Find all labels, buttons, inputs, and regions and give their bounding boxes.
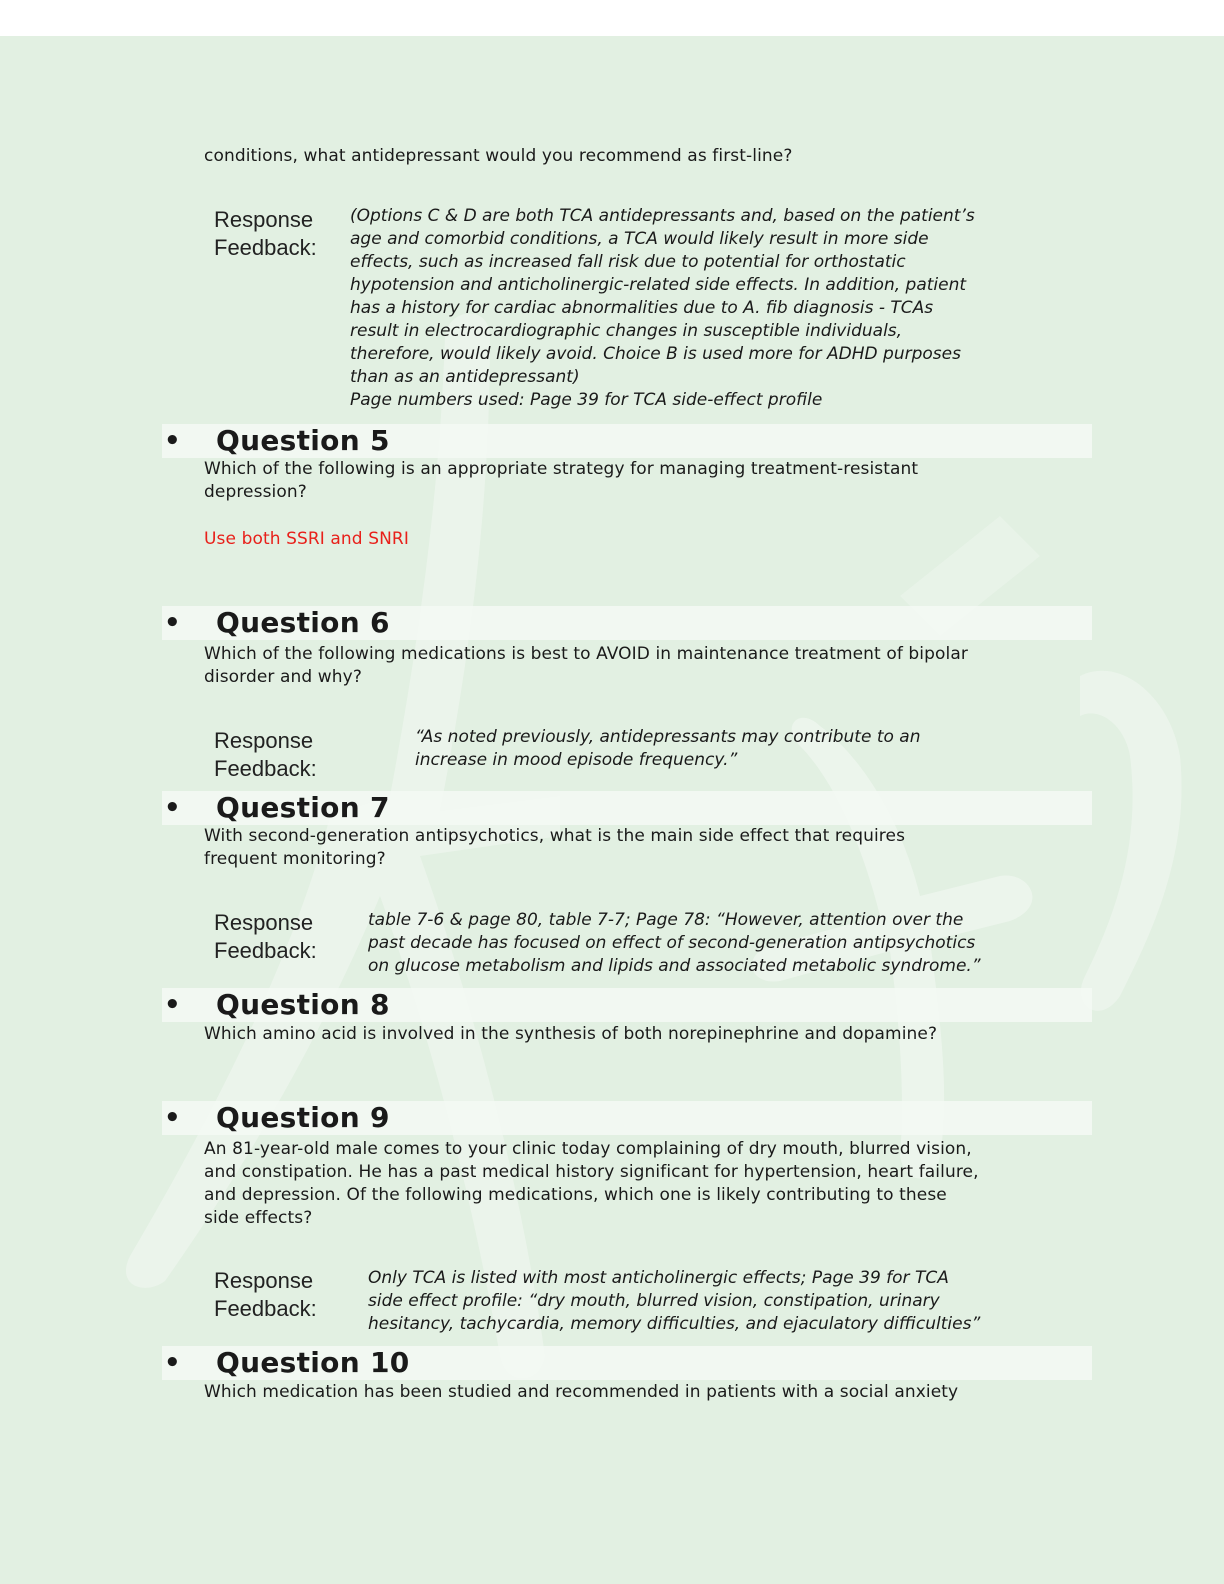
response-feedback-text bbox=[350, 205, 1090, 412]
feedback-line: therefore, would likely avoid. Choice B is used more for ADHD purposes bbox=[350, 344, 961, 364]
question-8-header bbox=[162, 988, 1092, 1022]
response-label-line2: Feedback: bbox=[214, 756, 317, 781]
response-feedback-label bbox=[214, 1267, 344, 1323]
response-feedback-text bbox=[368, 1267, 1098, 1336]
question-title: Question 5 bbox=[216, 424, 390, 457]
response-feedback-text bbox=[415, 726, 1095, 772]
question-title: Question 8 bbox=[216, 988, 390, 1021]
question-line: and depression. Of the following medications, which one is likely contributing to these bbox=[204, 1185, 947, 1205]
feedback-line: hesitancy, tachycardia, memory difficulties, and ejaculatory difficulties” bbox=[368, 1314, 981, 1334]
feedback-line: side effect profile: “dry mouth, blurred vision, constipation, urinary bbox=[368, 1291, 940, 1311]
question-title: Question 6 bbox=[216, 606, 390, 639]
question-line: Which of the following medications is best to AVOID in maintenance treatment of bipolar bbox=[204, 644, 968, 664]
response-label-line2: Feedback: bbox=[214, 938, 317, 963]
feedback-line: effects, such as increased fall risk due to potential for orthostatic bbox=[350, 252, 906, 272]
question-line: depression? bbox=[204, 482, 307, 502]
feedback-line: age and comorbid conditions, a TCA would likely result in more side bbox=[350, 229, 929, 249]
question-10-header bbox=[162, 1346, 1092, 1380]
question-7-text bbox=[204, 825, 1104, 871]
question-5-answer: Use both SSRI and SNRI bbox=[204, 529, 409, 549]
question-6-header bbox=[162, 606, 1092, 640]
question-8-text bbox=[204, 1023, 1104, 1046]
response-feedback-text bbox=[368, 909, 1098, 978]
question-line: Which of the following is an appropriate strategy for managing treatment-resistant bbox=[204, 459, 919, 479]
question-line: disorder and why? bbox=[204, 667, 362, 687]
feedback-line: past decade has focused on effect of second-generation antipsychotics bbox=[368, 933, 976, 953]
question-9-text bbox=[204, 1138, 1104, 1230]
question-title: Question 7 bbox=[216, 791, 390, 824]
feedback-line: hypotension and anticholinergic-related side effects. In addition, patient bbox=[350, 275, 967, 295]
question-line: side effects? bbox=[204, 1208, 313, 1228]
feedback-line: “As noted previously, antidepressants may contribute to an bbox=[415, 727, 921, 747]
bullet: • bbox=[164, 990, 181, 1020]
feedback-line: result in electrocardiographic changes in susceptible individuals, bbox=[350, 321, 903, 341]
question-line: With second-generation antipsychotics, what is the main side effect that requires bbox=[204, 826, 906, 846]
feedback-line: (Options C & D are both TCA antidepressants and, based on the patient’s bbox=[350, 206, 975, 226]
response-label-line1: Response bbox=[214, 1268, 314, 1293]
response-label-line1: Response bbox=[214, 910, 314, 935]
question-line: and constipation. He has a past medical history significant for hypertension, heart failure, bbox=[204, 1162, 979, 1182]
question-5-header bbox=[162, 424, 1092, 458]
bullet: • bbox=[164, 1348, 181, 1378]
response-label-line1: Response bbox=[214, 728, 314, 753]
bullet: • bbox=[164, 426, 181, 456]
feedback-line: increase in mood episode frequency.” bbox=[415, 750, 738, 770]
question-line: frequent monitoring? bbox=[204, 849, 386, 869]
response-label-line1: Response bbox=[214, 207, 314, 232]
bullet: • bbox=[164, 1103, 181, 1133]
question-5-text bbox=[204, 458, 1104, 504]
question-6-text bbox=[204, 643, 1104, 689]
response-feedback-label bbox=[214, 909, 344, 965]
response-label-line2: Feedback: bbox=[214, 1296, 317, 1321]
question-title: Question 9 bbox=[216, 1101, 390, 1134]
question-4-text-tail: conditions, what antidepressant would you recommend as first-line? bbox=[204, 146, 793, 166]
feedback-line: Only TCA is listed with most anticholinergic effects; Page 39 for TCA bbox=[368, 1268, 949, 1288]
feedback-line: on glucose metabolism and lipids and associated metabolic syndrome.” bbox=[368, 956, 981, 976]
bullet: • bbox=[164, 608, 181, 638]
feedback-line: than as an antidepressant) bbox=[350, 367, 580, 387]
question-line: An 81-year-old male comes to your clinic today complaining of dry mouth, blurred vision, bbox=[204, 1139, 972, 1159]
question-title: Question 10 bbox=[216, 1346, 410, 1379]
question-line: Which medication has been studied and recommended in patients with a social anxiety bbox=[204, 1382, 959, 1402]
response-feedback-label bbox=[214, 206, 344, 262]
response-label-line2: Feedback: bbox=[214, 235, 317, 260]
question-7-header bbox=[162, 791, 1092, 825]
question-line: Which amino acid is involved in the synthesis of both norepinephrine and dopamine? bbox=[204, 1024, 938, 1044]
question-10-text bbox=[204, 1381, 1104, 1404]
feedback-line: table 7-6 & page 80, table 7-7; Page 78: “However, attention over the bbox=[368, 910, 964, 930]
bullet: • bbox=[164, 793, 181, 823]
feedback-line: Page numbers used: Page 39 for TCA side-effect profile bbox=[350, 390, 823, 410]
feedback-line: has a history for cardiac abnormalities due to A. fib diagnosis - TCAs bbox=[350, 298, 934, 318]
question-9-header bbox=[162, 1101, 1092, 1135]
response-feedback-label bbox=[214, 727, 344, 783]
